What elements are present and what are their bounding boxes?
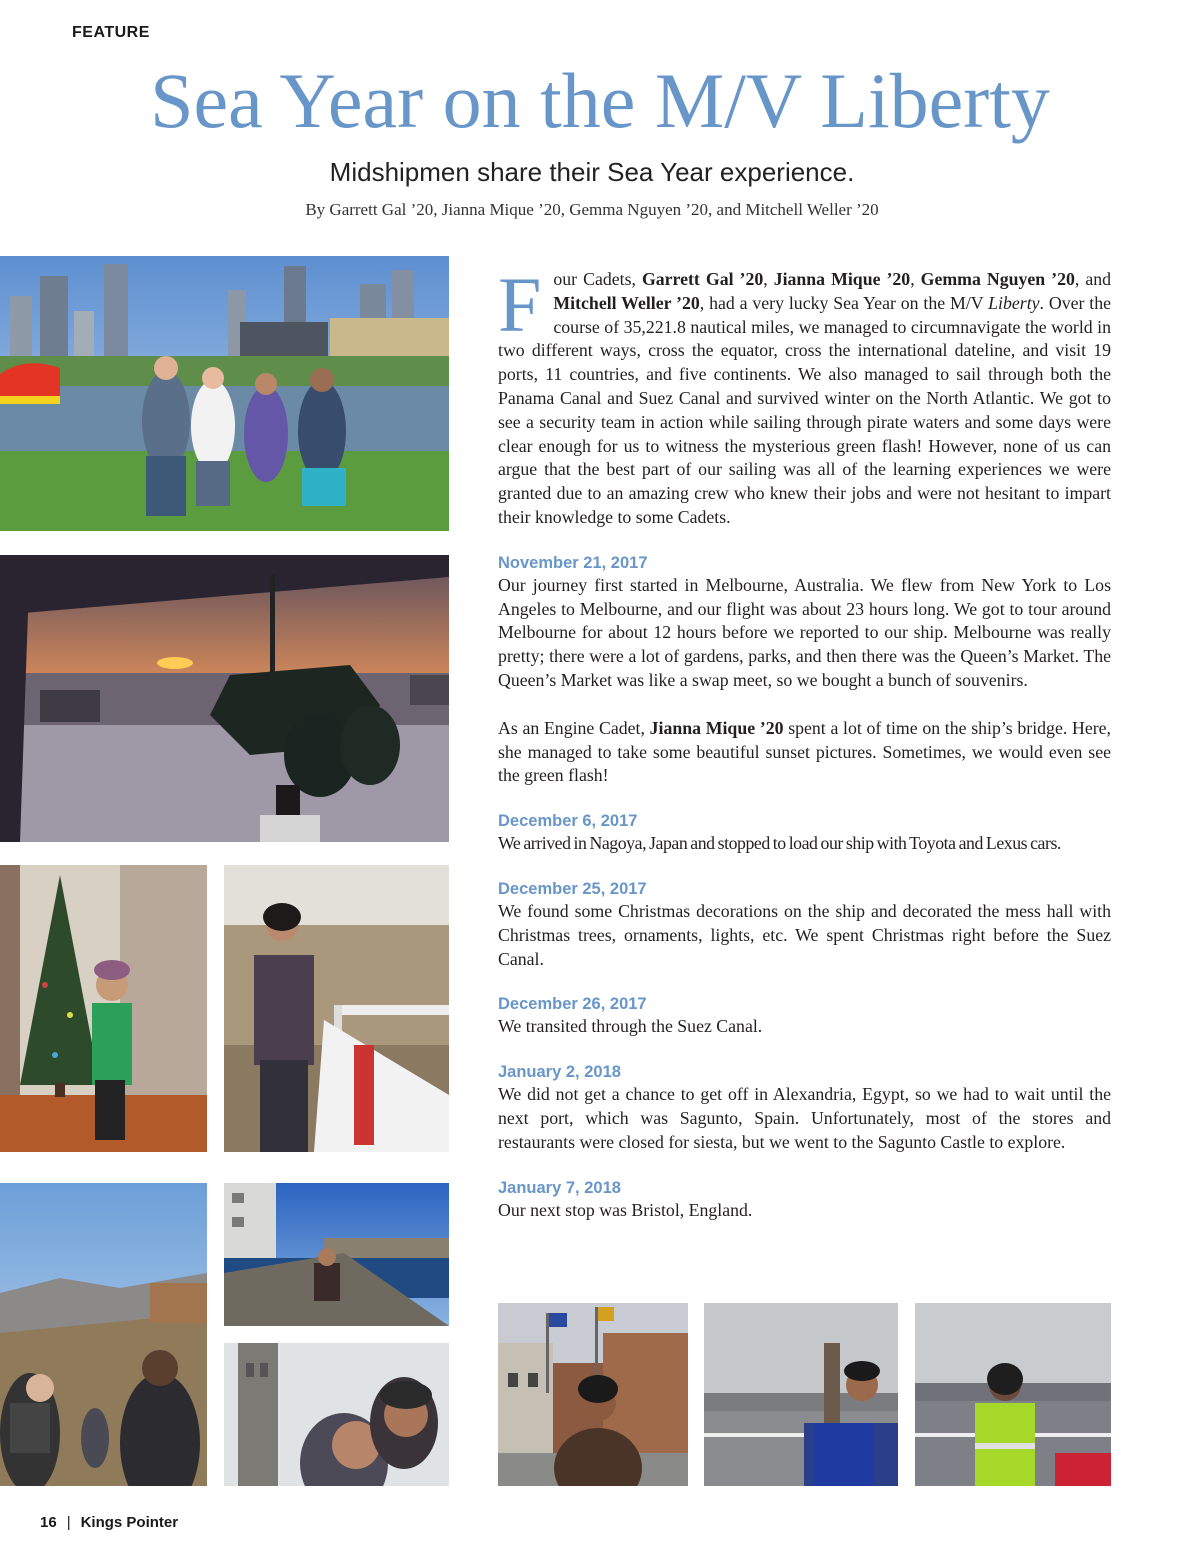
journal-entry — [498, 878, 1111, 971]
entry-date: November 21, 2017 — [498, 553, 648, 572]
entry-text — [498, 717, 1111, 788]
cadet-name: Garrett Gal ’20 — [641, 269, 764, 289]
ship-name: Liberty — [988, 292, 1040, 313]
entry-date: January 2, 2018 — [498, 1063, 621, 1082]
intro-text: . Over the course of 35,221.8 nautical miles, we managed to circumnavigate the world in two different ways, cross the equator, cross the international dateline, and visit 19 ports, 11 countries, and five continents. We also managed to sail through both the Panama Canal and Suez Canal and survived winter on the North Atlantic. We got to see a security team in action while sailing through pirate waters and some days were clear enough for us to witness the mysterious green flash! However, none of us can argue that the best part of our sailing was all of the learning experiences we were granted due to an amazing crew who knew their jobs and were not hesitant to impart their knowledge to some Cadets. — [498, 292, 1112, 527]
photo-bristol-harbour — [224, 1183, 449, 1326]
entry-text: We did not get a chance to get off in Alexandria, Egypt, so we had to wait until the next port, which was Sagunto, Spain. Unfortunately, most of the stores and restaurants were closed for siesta, but we went to the Sagunto Castle to explore. — [498, 1084, 1111, 1152]
footer-separator: | — [66, 1514, 71, 1531]
drop-cap: F — [498, 261, 542, 348]
cadet-name: Gemma Nguyen ’20 — [920, 269, 1075, 289]
journal-entry — [498, 552, 1111, 788]
entry-date: December 26, 2017 — [498, 995, 647, 1014]
byline: By Garrett Gal ’20, Jianna Mique ’20, Gemma Nguyen ’20, and Mitchell Weller ’20 — [305, 200, 879, 219]
photo-bruges-square — [498, 1303, 688, 1486]
publication-name: Kings Pointer — [80, 1514, 179, 1531]
entry-date: December 6, 2017 — [498, 812, 638, 831]
intro-text: our Cadets, — [553, 269, 642, 289]
journal-entry — [498, 1177, 1111, 1223]
page-number: 16 — [40, 1514, 57, 1531]
photo-sagunto-hill — [0, 1183, 207, 1486]
entry-date: January 7, 2018 — [498, 1178, 621, 1197]
entry-text: We found some Christmas decorations on the ship and decorated the mess hall with Christmas trees, ornaments, lights, etc. We spent Christmas right before the Suez Canal. — [498, 900, 1111, 969]
photo-christmas-tree — [0, 865, 207, 1152]
article-body — [498, 261, 1112, 1222]
cadet-name: Jianna Mique ’20 — [649, 717, 784, 738]
intro-paragraph — [498, 261, 1112, 530]
journal-entry — [498, 993, 1111, 1039]
entry-text-part: spent a lot of time on the ship’s bridge. Here, she managed to take some beautiful sunset pictures. Sometimes, we would even see the green flash! — [498, 717, 1111, 786]
photo-cadet-safety-vest — [915, 1303, 1111, 1486]
journal-entry — [498, 810, 1111, 856]
intro-text: , and — [1074, 269, 1111, 289]
journal-entry — [498, 1061, 1111, 1154]
photo-cadet-on-deck — [224, 865, 449, 1152]
entry-text: We arrived in Nagoya, Japan and stopped to load our ship with Toyota and Lexus cars. — [498, 833, 1061, 854]
entry-text: Our next stop was Bristol, England. — [498, 1199, 753, 1220]
photo-sunset-bridge — [0, 555, 449, 842]
intro-text: , — [910, 269, 921, 289]
page-title: Sea Year on the M/V Liberty — [150, 57, 1050, 144]
cadet-name: Jianna Mique ’20 — [773, 269, 911, 289]
photo-cadets-melbourne — [0, 256, 449, 531]
cadet-name: Mitchell Weller ’20 — [553, 292, 700, 313]
page-footer — [40, 1514, 178, 1531]
photo-cadet-port-deck — [704, 1303, 898, 1486]
entry-date: December 25, 2017 — [498, 879, 647, 898]
section-label: FEATURE — [72, 24, 150, 41]
photo-cadets-selfie — [224, 1343, 449, 1486]
entry-text-part: As an Engine Cadet, — [498, 717, 650, 738]
entry-text: We transited through the Suez Canal. — [498, 1016, 763, 1037]
entry-text: Our journey first started in Melbourne, Australia. We flew from New York to Los Angeles to Melbourne, and our flight was about 23 hours long. We got to tour around Melbourne for about 12 hours before we reported to our ship. Melbourne was really pretty; there were a lot of gardens, parks, and then there was the Queen’s Market. The Queen’s Market was like a swap meet, so we bought a bunch of souvenirs. — [498, 574, 1111, 690]
subtitle: Midshipmen share their Sea Year experience. — [329, 157, 855, 187]
intro-text: , — [763, 269, 774, 289]
intro-text: , had a very lucky Sea Year on the M/V — [699, 292, 989, 313]
